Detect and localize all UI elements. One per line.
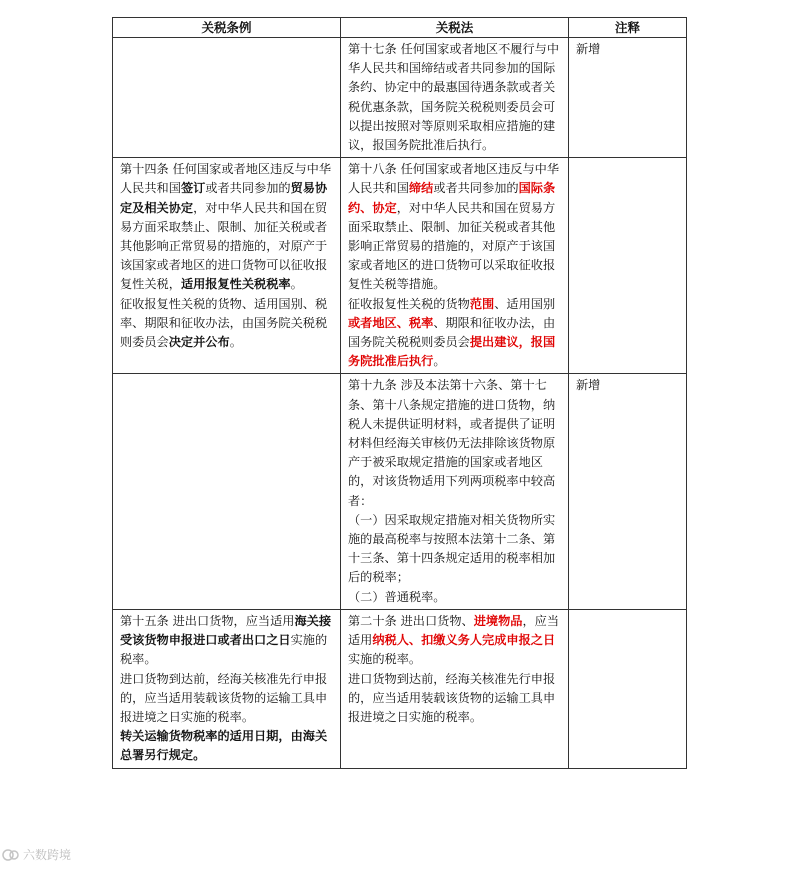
- text-segment: ，应当适用: [348, 613, 560, 648]
- old-regulation-cell: [113, 609, 341, 768]
- paragraph: [348, 612, 562, 670]
- bold-text: 转关运输货物税率的适用日期，由海关总署另行规定。: [120, 729, 328, 763]
- text-segment: 进口货物到达前，经海关核准先行申报的，应当适用装载该货物的运输工具申报进境之日实施的税率。: [120, 671, 328, 724]
- highlight-text: 提出建议，报国务院批准后执行: [348, 335, 556, 369]
- paragraph: [348, 670, 562, 728]
- watermark: [2, 846, 71, 863]
- paragraph: [348, 511, 562, 588]
- note-cell: 新增: [569, 38, 687, 158]
- note-cell: [569, 158, 687, 374]
- comparison-table: [112, 17, 687, 769]
- text-segment: （一）因采取规定措施对相关货物所实施的最高税率与按照本法第十二条、第十三条、第十四条规定适用的税率相加后的税率；: [348, 512, 556, 585]
- text-segment: 或者共同参加的: [205, 181, 291, 196]
- bold-text: 决定并公布: [168, 335, 230, 350]
- text-segment: ，对中华人民共和国在贸易方面采取禁止、限制、加征关税或者其他影响正常贸易的措施的，对原产于该国家或者地区的进口货物可以采取征收报复性关税等措施。: [348, 200, 556, 292]
- highlight-text: 缔结: [408, 181, 434, 196]
- highlight-text: 或者地区、税率: [348, 315, 434, 330]
- highlight-text: 进境物品: [473, 613, 523, 628]
- new-law-cell: [341, 609, 569, 768]
- bold-text: 适用报复性关税税率: [180, 277, 291, 292]
- text-segment: 。: [229, 335, 242, 350]
- text-segment: 第二十条 进出口货物、: [348, 613, 474, 628]
- text-segment: 。: [290, 277, 303, 292]
- text-segment: 第十四条 任何国家或者地区违反与中华人民共和国: [120, 162, 332, 196]
- highlight-text: 国际条约、协定: [348, 181, 556, 215]
- header-old-regulation: 关税条例: [113, 18, 341, 38]
- bold-text: 贸易协定及相关协定: [120, 181, 328, 215]
- text-segment: 。: [433, 354, 446, 369]
- text-segment: 第十七条 任何国家或者地区不履行与中华人民共和国缔结或者共同参加的国际条约、协定中的最惠国待遇条款或者关税优惠条款，国务院关税税则委员会可以提出按照对等原则采取相应措施的建议，报国务院批准后执行。: [348, 42, 560, 153]
- table-row: [113, 609, 687, 768]
- header-new-law: 关税法: [341, 18, 569, 38]
- paragraph: [120, 727, 334, 765]
- paragraph: [120, 612, 334, 670]
- text-segment: （二）普通税率。: [348, 589, 446, 604]
- text-segment: 第十五条 进出口货物，应当适用: [120, 613, 295, 628]
- new-law-cell: [341, 38, 569, 158]
- text-segment: 征收报复性关税的货物、适用国别、税率、期限和征收办法，由国务院关税税则委员会: [120, 296, 328, 350]
- watermark-text: 六数跨境: [23, 848, 72, 862]
- note-cell: 新增: [569, 374, 687, 609]
- paragraph: [348, 160, 562, 294]
- text-segment: 第十九条 涉及本法第十六条、第十七条、第十八条规定措施的进口货物，纳税人未提供证明材料，或者提供了证明材料但经海关审核仍无法排除该货物原产于被采取规定措施的国家或者地区的，对该货物适用下列两项税率中较高者：: [348, 378, 556, 508]
- bold-text: 海关接受该货物申报进口或者出口之日: [120, 613, 332, 648]
- table-row: [113, 38, 687, 158]
- table-row: [113, 374, 687, 609]
- paragraph: [120, 295, 334, 353]
- new-law-cell: [341, 158, 569, 374]
- text-segment: 征收报复性关税的货物: [348, 296, 470, 311]
- paragraph: [348, 376, 562, 510]
- text-segment: 、适用国别: [494, 296, 556, 311]
- old-regulation-cell: [113, 38, 341, 158]
- highlight-text: 纳税人、扣缴义务人完成申报之日: [372, 633, 556, 648]
- paragraph: [348, 588, 562, 607]
- text-segment: 实施的税率。: [348, 652, 422, 667]
- text-segment: 或者共同参加的: [433, 181, 519, 196]
- paragraph: [348, 295, 562, 372]
- paragraph: [348, 40, 562, 155]
- table-row: [113, 158, 687, 374]
- text-segment: 实施的税率。: [120, 633, 328, 667]
- text-segment: ，对中华人民共和国在贸易方面采取禁止、限制、加征关税或者其他影响正常贸易的措施的，对原产于该国家或者地区的进口货物可以征收报复性关税，: [120, 200, 328, 292]
- new-law-cell: [341, 374, 569, 609]
- header-notes: 注释: [569, 18, 687, 38]
- text-segment: 进口货物到达前，经海关核准先行申报的，应当适用装载该货物的运输工具申报进境之日实施的税率。: [348, 671, 556, 724]
- brand-logo-icon: [2, 848, 20, 862]
- paragraph: [120, 670, 334, 728]
- note-cell: [569, 609, 687, 768]
- bold-text: 签订: [180, 181, 206, 196]
- old-regulation-cell: [113, 158, 341, 374]
- text-segment: 、期限和征收办法，由国务院关税税则委员会: [348, 315, 556, 350]
- text-segment: 第十八条 任何国家或者地区违反与中华人民共和国: [348, 162, 560, 196]
- old-regulation-cell: [113, 374, 341, 609]
- header-row: [113, 18, 687, 38]
- highlight-text: 范围: [469, 296, 495, 311]
- paragraph: [120, 160, 334, 294]
